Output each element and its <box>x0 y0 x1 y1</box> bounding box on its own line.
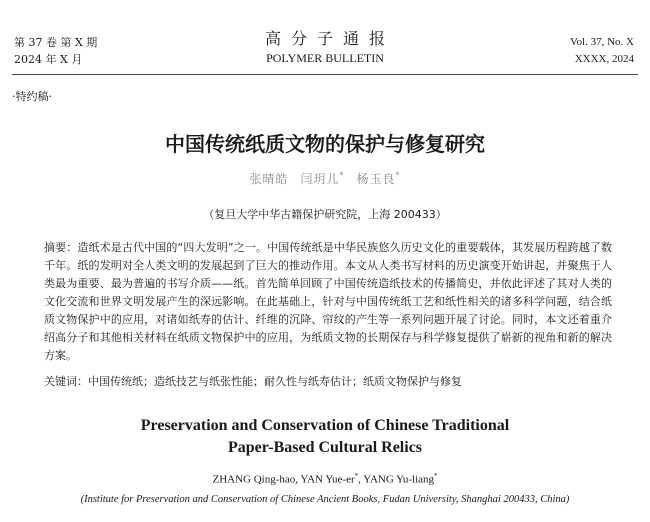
authors-cn <box>0 170 650 187</box>
year-cn: 2024 年 X 月 <box>14 53 83 66</box>
author-separator: , <box>358 473 361 486</box>
authors-en <box>0 472 650 486</box>
corresponding-mark: * <box>395 171 401 180</box>
volume-en: Vol. 37, No. X <box>570 36 634 48</box>
keywords-text: 中国传统纸；造纸技艺与纸张性能；耐久性与纸寿估计；纸质文物保护与修复 <box>88 375 462 388</box>
author-en-1: ZHANG Qing-hao, <box>212 473 299 486</box>
journal-masthead <box>0 26 650 66</box>
abstract-cn <box>44 239 612 365</box>
header-divider <box>12 74 638 75</box>
journal-name-cn: 高分子通报 <box>264 29 395 48</box>
abstract-text: 造纸术是古代中国的“四大发明”之一。中国传统纸是中华民族悠久历史文化的重要载体，其发展历程跨越了数千年。纸的发明对全人类文明的发展起到了巨大的推动作用。本文从人类书写材料的历史演变开始讲起，并聚焦于人类最为重要、最为普遍的书写介质——纸。首先简单回顾了中国传统造纸技术的传播简史，并依此评述了其对人类的文化交流和世界文明发展产生的深远影响。在此基础上，针对与中国传统纸工艺和纸性相关的诸多科学问题，结合纸质文物保护中的应用，对诸如纸寿的估计、纤维的沉降、帘纹的产生等一系列问题开展了讨论。同时，本文还着重介绍高分子和其他相关材料在纸质文物保护中的应用，为纸质文物的长期保存与科学修复提供了崭新的视角和新的解决方案。 <box>44 241 612 362</box>
author-cn-2: 闫玥儿 <box>300 172 340 186</box>
author-cn-1: 张晴皓 <box>249 172 289 186</box>
author-en-2: YAN Yue-er <box>300 473 355 486</box>
corresponding-mark: * <box>434 472 438 480</box>
keywords-cn <box>44 373 612 389</box>
title-en-line-2: Paper-Based Cultural Relics <box>227 439 423 456</box>
column-tag: ·特约稿· <box>12 90 52 103</box>
journal-name-en: POLYMER BULLETIN <box>266 51 384 65</box>
author-en-3: YANG Yu-liang <box>363 473 435 486</box>
affiliation-en: (Institute for Preservation and Conservation of Chinese Ancient Books, Fudan University, Shanghai 200433, China) <box>80 494 570 505</box>
article-title-cn: 中国传统纸质文物的保护与修复研究 <box>165 132 485 156</box>
journal-issue-en <box>570 34 634 68</box>
abstract-label: 摘要： <box>44 241 78 254</box>
article-title-en <box>0 415 650 459</box>
author-cn-3: 杨玉良 <box>356 172 396 186</box>
corresponding-mark: * <box>339 171 345 180</box>
corresponding-mark: * <box>354 472 359 480</box>
volume-cn: 第 37 卷 第 X 期 <box>14 36 98 49</box>
date-en: XXXX, 2024 <box>574 53 634 65</box>
keywords-label: 关键词： <box>44 375 88 388</box>
title-en-line-1: Preservation and Conservation of Chinese Traditional <box>140 417 510 434</box>
affiliation-cn: （复旦大学中华古籍保护研究院，上海 200433） <box>203 208 447 221</box>
